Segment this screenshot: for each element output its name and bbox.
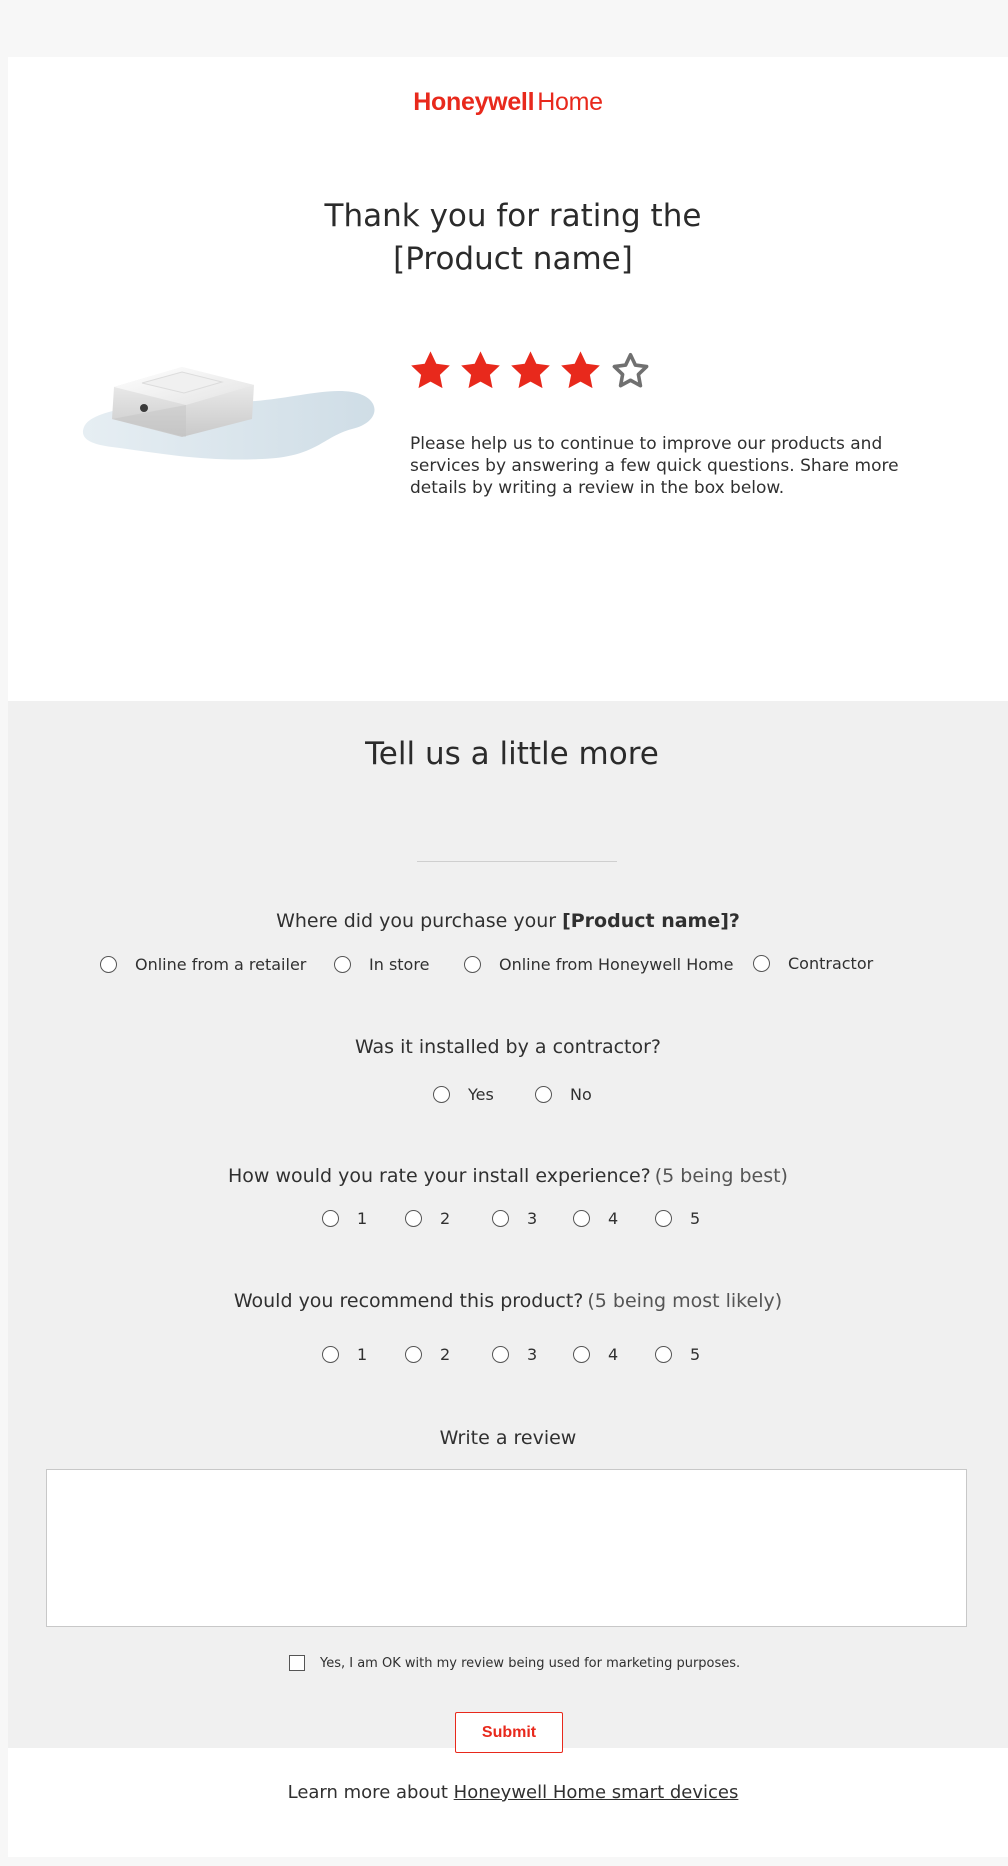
- title-product-name: [Product name]: [393, 241, 633, 277]
- radio-button[interactable]: [573, 1346, 590, 1363]
- survey-title: Tell us a little more: [365, 736, 659, 772]
- option-label: 4: [608, 1345, 619, 1364]
- question-purchase: [8, 910, 1008, 932]
- question-label: Would you recommend this product?: [233, 1290, 584, 1312]
- option-label: 3: [527, 1209, 538, 1228]
- consent-label: Yes, I am OK with my review being used for marketing purposes.: [320, 1655, 741, 1671]
- honeywell-home-logo: [8, 88, 1008, 117]
- logo-brand: Honeywell: [413, 88, 535, 116]
- product-image: [82, 347, 382, 477]
- install-rating-2[interactable]: [405, 1209, 450, 1228]
- radio-button[interactable]: [492, 1210, 509, 1227]
- star-filled-icon: [458, 348, 503, 393]
- option-contractor[interactable]: [753, 954, 873, 973]
- question-label: How would you rate your install experience?: [228, 1165, 651, 1187]
- question-recommend: [8, 1290, 1008, 1312]
- option-label: In store: [369, 955, 430, 974]
- recommend-rating-1[interactable]: [322, 1345, 367, 1364]
- radio-button[interactable]: [655, 1346, 672, 1363]
- consent-checkbox[interactable]: [289, 1655, 305, 1671]
- install-rating-3[interactable]: [492, 1209, 537, 1228]
- intro-text: Please help us to continue to improve our products and services by answering a few quick questions. Share more details by writing a review in the box below.: [410, 434, 899, 498]
- radio-button[interactable]: [492, 1346, 509, 1363]
- submit-button[interactable]: Submit: [455, 1712, 563, 1753]
- option-label: No: [570, 1085, 592, 1104]
- option-label: 2: [440, 1209, 451, 1228]
- radio-button[interactable]: [433, 1086, 450, 1103]
- star-empty-icon: [608, 348, 653, 393]
- survey-section: [8, 701, 1008, 1748]
- question-product-name: [Product name]?: [562, 910, 740, 932]
- question-hint: (5 being best): [654, 1165, 788, 1187]
- option-label: 4: [608, 1209, 619, 1228]
- question-install-experience: [8, 1165, 1008, 1187]
- option-label: 5: [690, 1209, 701, 1228]
- radio-button[interactable]: [334, 956, 351, 973]
- recommend-rating-4[interactable]: [573, 1345, 618, 1364]
- option-label: Yes: [468, 1085, 494, 1104]
- radio-button[interactable]: [322, 1346, 339, 1363]
- star-filled-icon: [408, 348, 453, 393]
- option-online-retailer[interactable]: [100, 955, 306, 974]
- option-no[interactable]: [535, 1085, 592, 1104]
- radio-button[interactable]: [405, 1210, 422, 1227]
- footer-text: Learn more about: [287, 1782, 448, 1803]
- option-in-store[interactable]: [334, 955, 429, 974]
- question-installed-by-contractor: Was it installed by a contractor?: [354, 1036, 662, 1058]
- logo-suffix: Home: [537, 88, 603, 116]
- section-divider: [417, 861, 617, 862]
- option-label: 2: [440, 1345, 451, 1364]
- option-label: Contractor: [788, 954, 874, 973]
- radio-button[interactable]: [753, 955, 770, 972]
- radio-button[interactable]: [464, 956, 481, 973]
- option-label: 3: [527, 1345, 538, 1364]
- option-label: 1: [357, 1209, 368, 1228]
- marketing-consent[interactable]: [289, 1655, 740, 1671]
- question-label: Where did you purchase your: [276, 910, 557, 932]
- radio-button[interactable]: [573, 1210, 590, 1227]
- option-label: Online from Honeywell Home: [499, 955, 734, 974]
- option-yes[interactable]: [433, 1085, 494, 1104]
- page-title: [8, 195, 1008, 281]
- option-label: 1: [357, 1345, 368, 1364]
- radio-button[interactable]: [322, 1210, 339, 1227]
- review-label: Write a review: [439, 1427, 577, 1449]
- recommend-rating-2[interactable]: [405, 1345, 450, 1364]
- option-label: Online from a retailer: [135, 955, 307, 974]
- radio-button[interactable]: [100, 956, 117, 973]
- email-page: [8, 57, 1008, 1857]
- radio-button[interactable]: [405, 1346, 422, 1363]
- option-online-honeywell[interactable]: [464, 955, 733, 974]
- title-line-1: Thank you for rating the: [324, 198, 702, 234]
- option-label: 5: [690, 1345, 701, 1364]
- radio-button[interactable]: [535, 1086, 552, 1103]
- smart-devices-link[interactable]: Honeywell Home smart devices: [453, 1782, 739, 1803]
- footer: [8, 1782, 1008, 1803]
- question-hint: (5 being most likely): [587, 1290, 783, 1312]
- install-rating-1[interactable]: [322, 1209, 367, 1228]
- install-rating-5[interactable]: [655, 1209, 700, 1228]
- recommend-rating-3[interactable]: [492, 1345, 537, 1364]
- star-filled-icon: [508, 348, 553, 393]
- recommend-rating-5[interactable]: [655, 1345, 700, 1364]
- review-textarea[interactable]: [46, 1469, 967, 1627]
- star-filled-icon: [558, 348, 603, 393]
- install-rating-4[interactable]: [573, 1209, 618, 1228]
- radio-button[interactable]: [655, 1210, 672, 1227]
- star-rating: [408, 348, 653, 393]
